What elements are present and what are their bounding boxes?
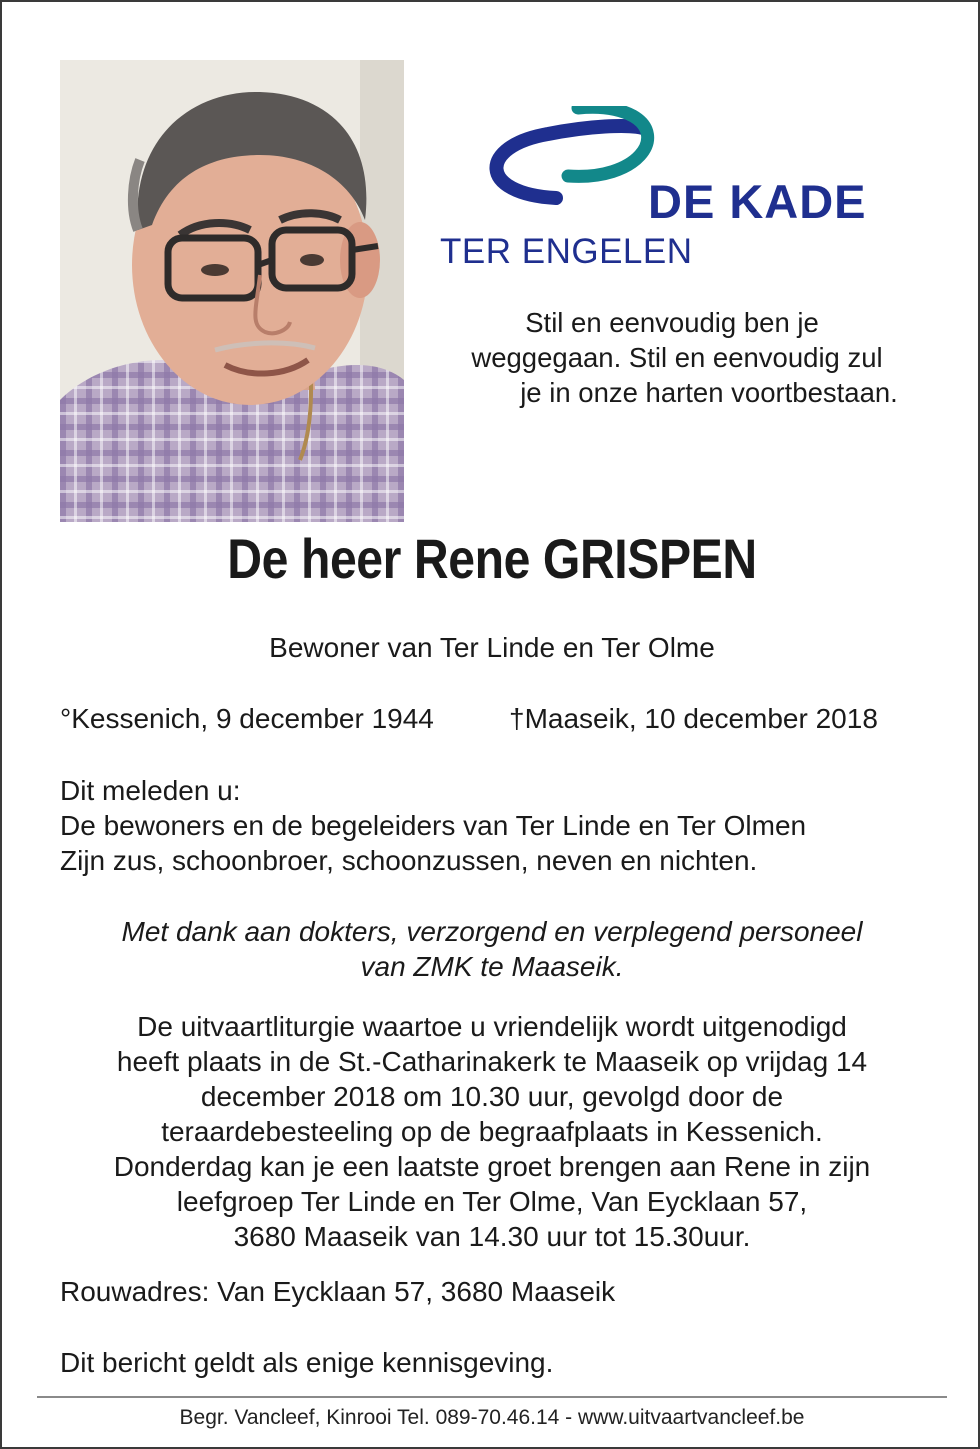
liturgy-details [2, 1009, 980, 1254]
deceased-name: De heer Rene GRISPEN [227, 527, 757, 590]
footer-divider [37, 1396, 947, 1398]
liturgy-line: december 2018 om 10.30 uur, gevolgd door de [200, 1081, 784, 1112]
liturgy-line: 3680 Maaseik van 14.30 uur tot 15.30uur. [233, 1221, 751, 1252]
thanks-line: Met dank aan dokters, verzorgend en verplegend personeel [121, 916, 863, 947]
poem [427, 305, 927, 410]
liturgy-line: leefgroep Ter Linde en Ter Olme, Van Eycklaan 57, [176, 1186, 808, 1217]
dates-line [60, 701, 920, 736]
liturgy-line: Donderdag kan je een laatste groet brengen aan Rene in zijn [113, 1151, 871, 1182]
portrait-photo [60, 60, 404, 522]
announce-line: Zijn zus, schoonbroer, schoonzussen, neven en nichten. [60, 845, 758, 876]
liturgy-line: De uitvaartliturgie waartoe u vriendelijk wordt uitgenodigd [137, 1011, 847, 1042]
poem-line: weggegaan. Stil en eenvoudig zul [471, 342, 883, 373]
logo-name: DE KADE [648, 175, 867, 228]
thanks-note [2, 914, 980, 984]
thanks-line: van ZMK te Maaseik. [360, 951, 624, 982]
death-date: †Maaseik, 10 december 2018 [509, 703, 878, 734]
liturgy-line: teraardebesteeling op de begraafplaats in Kessenich. [161, 1116, 823, 1147]
logo-subtitle: TER ENGELEN [440, 232, 693, 271]
announce-line: De bewoners en de begeleiders van Ter Linde en Ter Olmen [60, 810, 807, 841]
footer-contact: Begr. Vancleef, Kinrooi Tel. 089-70.46.14 - www.uitvaartvancleef.be [179, 1406, 805, 1429]
mourning-address: Rouwadres: Van Eycklaan 57, 3680 Maaseik [60, 1276, 616, 1307]
notice-line: Dit bericht geldt als enige kennisgeving. [60, 1347, 554, 1378]
birth-date: °Kessenich, 9 december 1944 [60, 703, 434, 734]
announced-by [60, 773, 806, 878]
poem-line: je in onze harten voortbestaan. [520, 377, 898, 408]
resident-line: Bewoner van Ter Linde en Ter Olme [269, 632, 715, 663]
liturgy-line: heeft plaats in de St.-Catharinakerk te Maaseik op vrijdag 14 [116, 1046, 868, 1077]
portrait-illustration [60, 60, 404, 522]
de-kade-logo [438, 106, 898, 274]
poem-line: Stil en eenvoudig ben je [525, 307, 819, 338]
announce-line: Dit meleden u: [60, 775, 241, 806]
